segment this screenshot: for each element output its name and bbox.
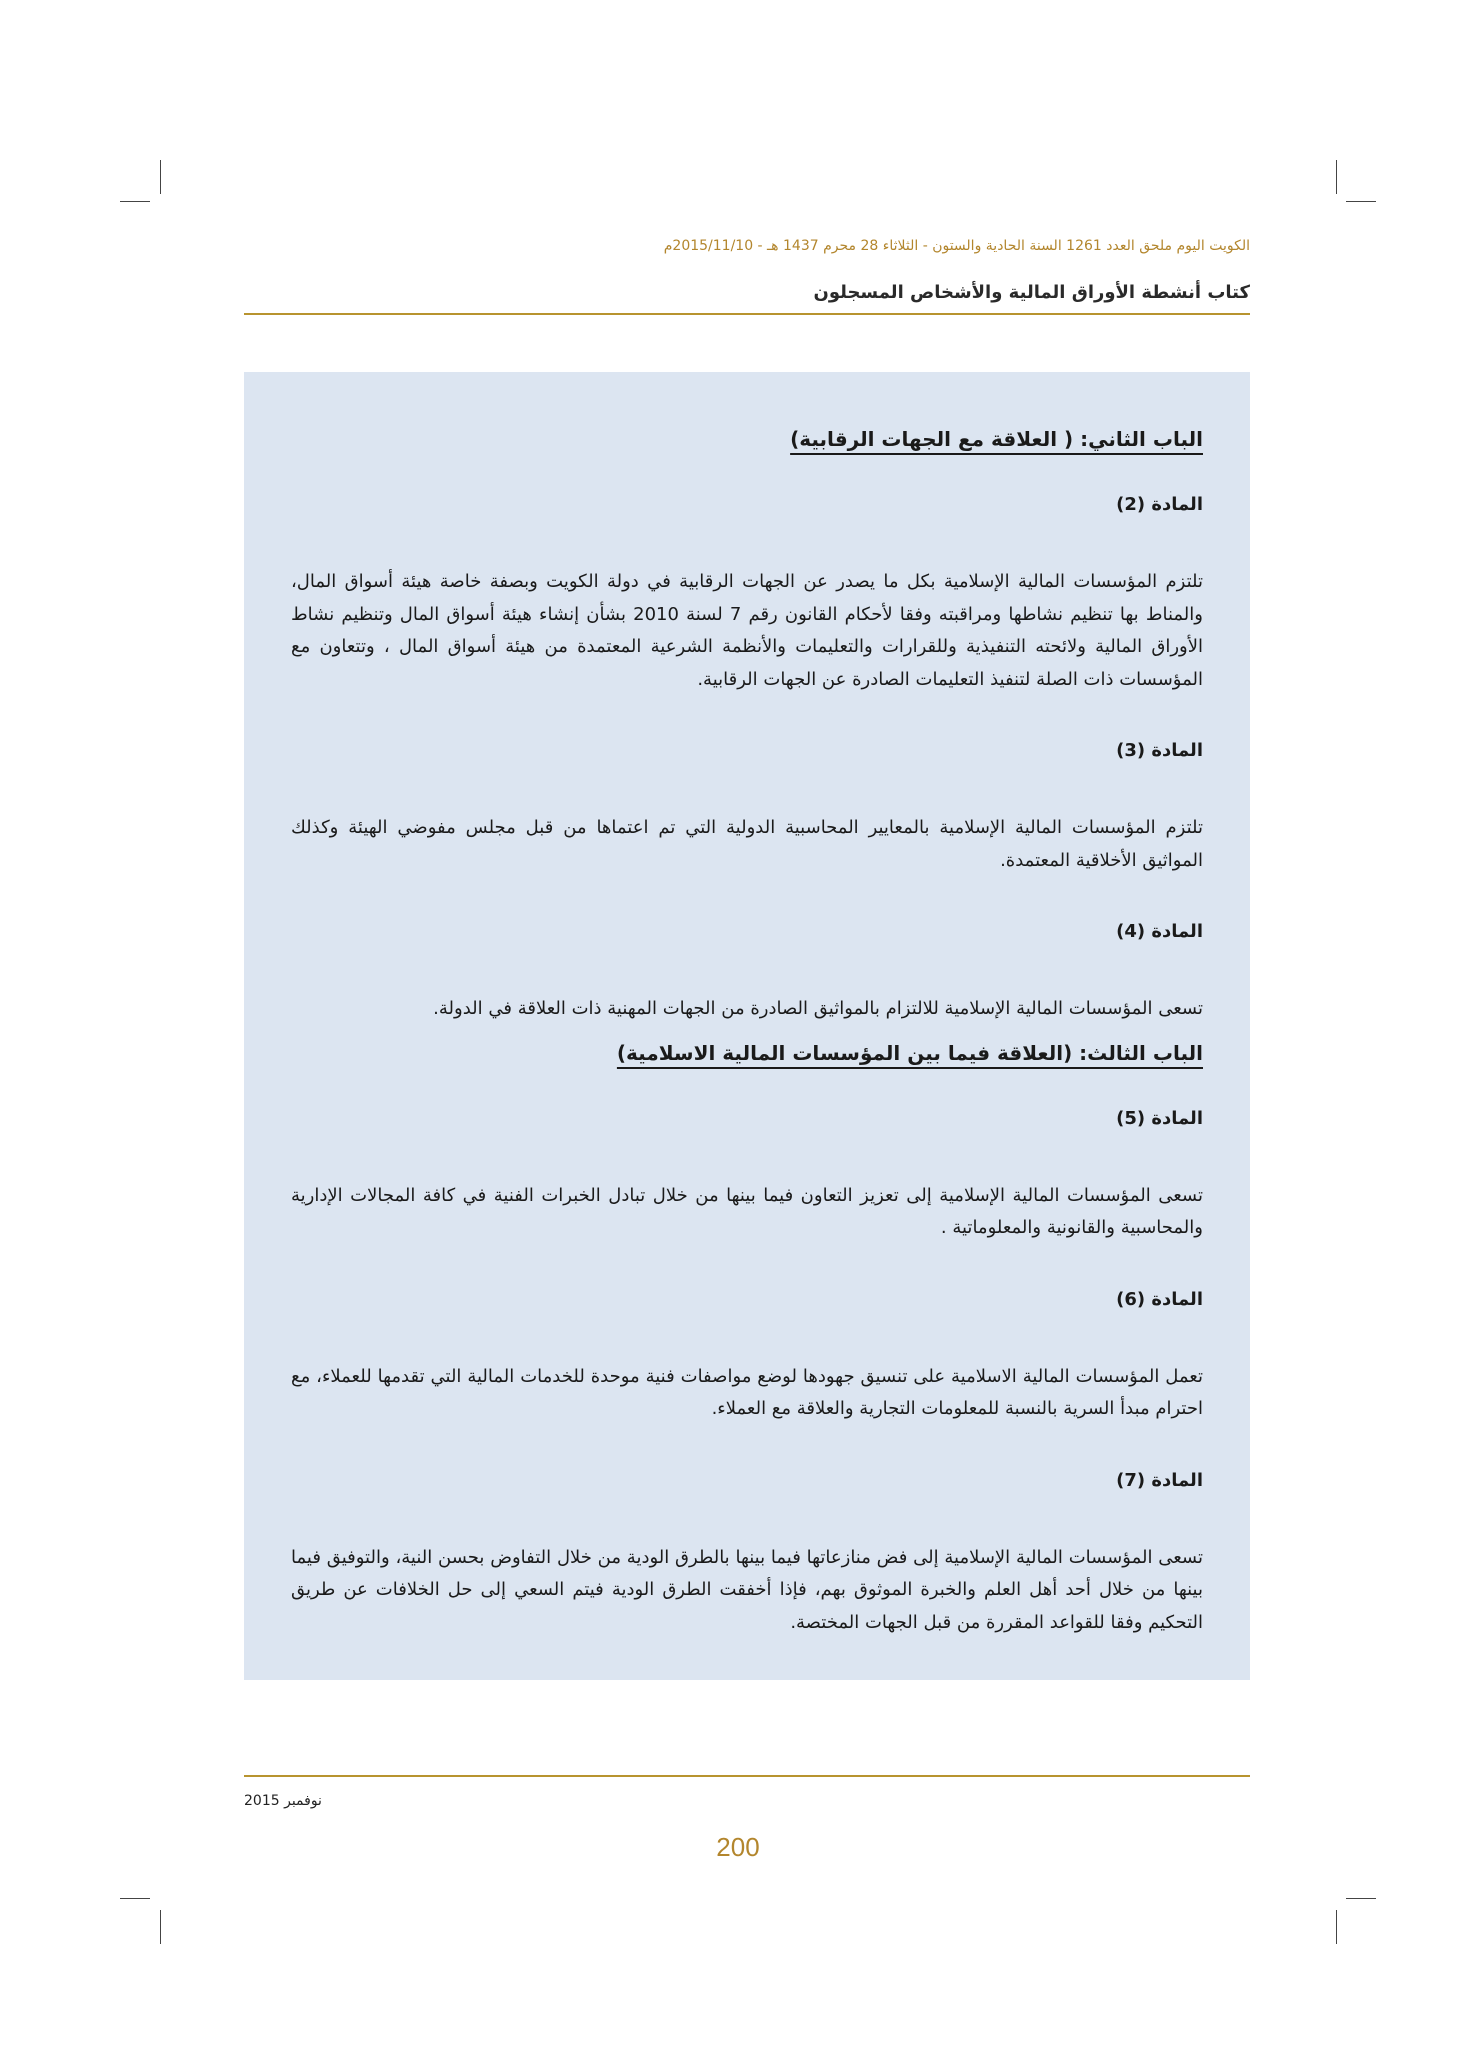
crop-mark — [160, 160, 161, 194]
article-title-4: المادة (4) — [1116, 921, 1203, 942]
chapter-heading-3: الباب الثالث: (العلاقة فيما بين المؤسسات المالية الاسلامية) — [616, 1040, 1203, 1065]
article-title-3: المادة (3) — [1116, 740, 1203, 761]
crop-mark — [160, 1910, 161, 1944]
article-text-2: تلتزم المؤسسات المالية الإسلامية بكل ما يصدر عن الجهات الرقابية في دولة الكويت وبصفة خاصة هيئة أسواق المال، والمناط بها تنظيم نشاطها ومراقبته وفقا لأحكام القانون رقم 7 لسنة 2010 بشأن إنشاء هيئة أسواق المال وتنظيم نشاط الأوراق المالية ولائحته التنفيذية وللقرارات والتعليمات والأنظمة الشرعية المعتمدة من هيئة أسواق المال ، وتتعاون مع المؤسسات ذات الصلة لتنفيذ التعليمات الصادرة عن الجهات الرقابية. — [291, 571, 1203, 690]
book-title: كتاب أنشطة الأوراق المالية والأشخاص المسجلون — [813, 282, 1250, 303]
article-title-7: المادة (7) — [1116, 1469, 1203, 1491]
article-text-4: تسعى المؤسسات المالية الإسلامية للالتزام بالمواثيق الصادرة من الجهات المهنية ذات العلاقة في الدولة. — [433, 998, 1203, 1019]
article-text-3: تلتزم المؤسسات المالية الإسلامية بالمعايير المحاسبية الدولية التي تم اعتماها من قبل مجلس مفوضي الهيئة وكذلك المواثيق الأخلاقية المعتمدة. — [291, 817, 1203, 871]
crop-mark — [1336, 1910, 1337, 1944]
footer-divider — [244, 1775, 1250, 1777]
footer-date: نوفمبر 2015 — [244, 1793, 322, 1809]
article-title-5: المادة (5) — [1116, 1107, 1203, 1129]
chapter-heading-2: الباب الثاني: ( العلاقة مع الجهات الرقابية) — [790, 427, 1203, 451]
issue-info-line: الكويت اليوم ملحق العدد 1261 السنة الحادية والستون - الثلاثاء 28 محرم 1437 هـ - 2015/11/10م — [663, 238, 1250, 254]
article-text-6: تعمل المؤسسات المالية الاسلامية على تنسيق جهودها لوضع مواصفات فنية موحدة للخدمات المالية التي تقدمها للعملاء، مع احترام مبدأ السرية بالنسبة للمعلومات التجارية والعلاقة مع العملاء. — [291, 1365, 1203, 1419]
page-number: 200 — [716, 1832, 760, 1862]
article-text-7: تسعى المؤسسات المالية الإسلامية إلى فض منازعاتها فيما بينها بالطرق الودية من خلال التفاوض بحسن النية، والتوفيق فيما بينها من خلال أحد أهل العلم والخبرة الموثوق بهم، فإذا أخفقت الطرق الودية فيتم السعي إلى حل الخلافات عن طريق التحكيم وفقا للقواعد المقررة من قبل الجهات المختصة. — [291, 1546, 1203, 1633]
header-divider — [244, 313, 1250, 315]
crop-mark — [1346, 201, 1376, 202]
crop-mark — [1336, 160, 1337, 194]
crop-mark — [120, 201, 150, 202]
content-box — [244, 372, 1250, 1680]
article-text-5: تسعى المؤسسات المالية الإسلامية إلى تعزيز التعاون فيما بينها من خلال تبادل الخبرات الفنية في كافة المجالات الإدارية والمحاسبية والقانونية والمعلوماتية . — [291, 1184, 1203, 1238]
crop-mark — [1346, 1898, 1376, 1899]
crop-mark — [120, 1898, 150, 1899]
article-title-2: المادة (2) — [1116, 494, 1203, 515]
article-title-6: المادة (6) — [1116, 1288, 1203, 1310]
